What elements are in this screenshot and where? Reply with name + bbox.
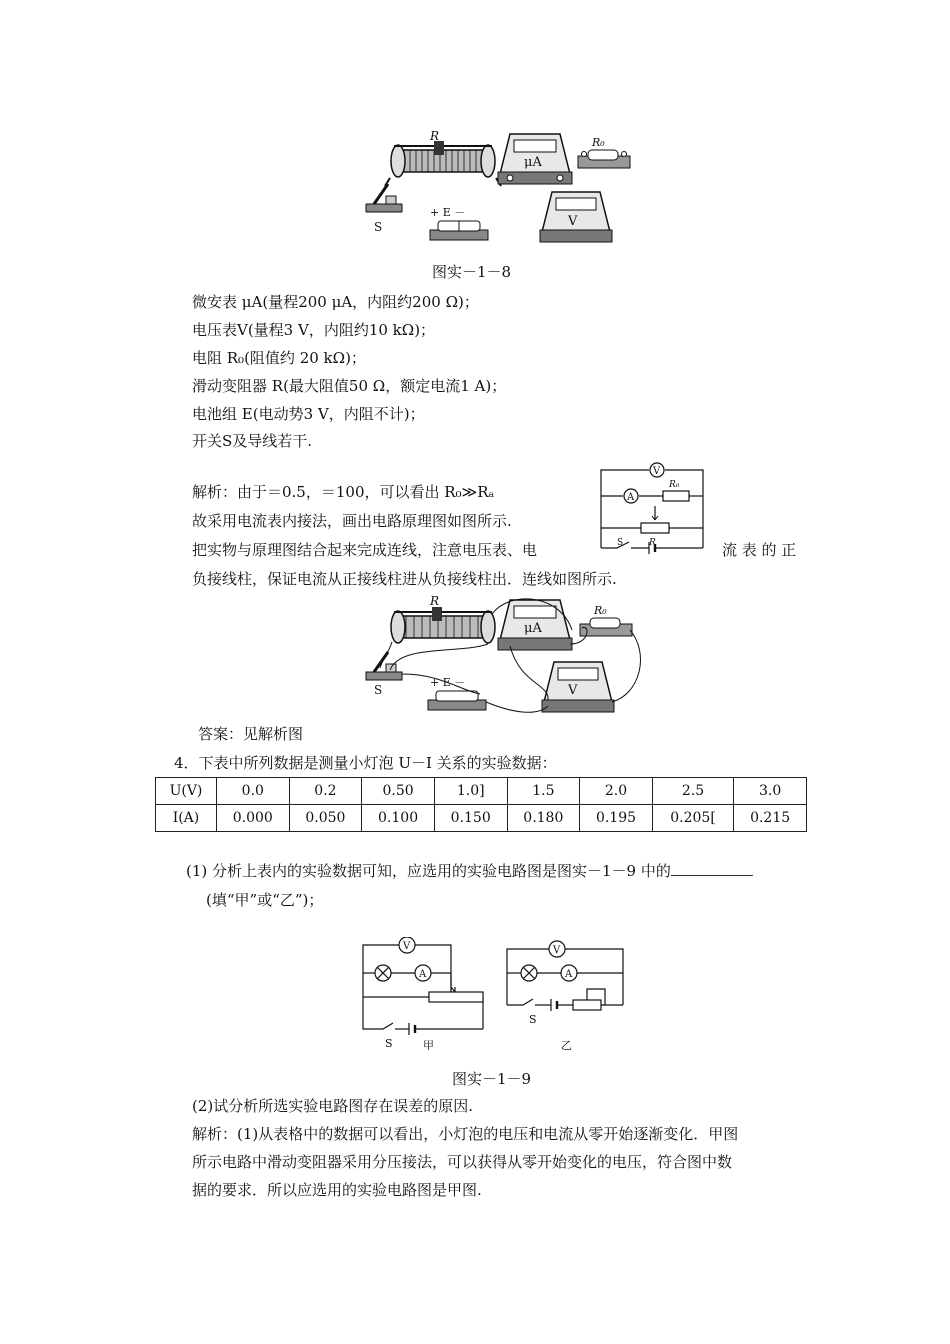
table-cell: 1.5 bbox=[507, 778, 580, 805]
figure-caption-1-9: 图实－1－9 bbox=[452, 1070, 532, 1088]
question-4-stem: 4．下表中所列数据是测量小灯泡 U－I 关系的实验数据： bbox=[174, 754, 557, 772]
wired-label-E: + E － bbox=[430, 676, 466, 689]
circuit-schematic bbox=[593, 462, 711, 558]
table-cell: 0.100 bbox=[362, 805, 435, 832]
answer-text: 答案：见解析图 bbox=[198, 725, 304, 743]
figure-caption-1-8: 图实－1－8 bbox=[432, 263, 512, 281]
rheostat-illustration bbox=[385, 141, 501, 186]
resistor-R0-illustration-wired bbox=[580, 618, 632, 636]
jia-label-V: V bbox=[403, 941, 411, 952]
circuit-jia bbox=[363, 937, 483, 1052]
label-microammeter: μA bbox=[524, 155, 542, 170]
analysis-line-3b: 流 表 的 正 bbox=[722, 541, 797, 559]
wired-label-microammeter: μA bbox=[524, 621, 542, 636]
resistor-R0-illustration bbox=[578, 150, 630, 168]
wired-label-R0: R₀ bbox=[594, 604, 607, 617]
table-cell: 0.205[ bbox=[652, 805, 733, 832]
table-cell: 0.000 bbox=[216, 805, 289, 832]
part-1-line-2: (填“甲”或“乙”)； bbox=[206, 891, 324, 909]
equipment-switch: 开关S及导线若干. bbox=[192, 432, 313, 450]
equipment-resistor: 电阻 R₀(阻值约 20 kΩ)； bbox=[192, 349, 366, 367]
table-cell: 0.180 bbox=[507, 805, 580, 832]
analysis-line-3a: 把实物与原理图结合起来完成连线，注意电压表、电 bbox=[192, 541, 538, 559]
label-R: R bbox=[430, 129, 440, 143]
jia-label-A: A bbox=[419, 969, 427, 980]
apparatus-figure-top bbox=[360, 128, 640, 246]
table-cell: 0.50 bbox=[362, 778, 435, 805]
part-1-text: (1) 分析上表内的实验数据可知，应选用的实验电路图是图实－1－9 中的 bbox=[186, 862, 671, 880]
data-table bbox=[155, 777, 807, 832]
label-E: + E － bbox=[430, 206, 466, 219]
table-cell: 0.0 bbox=[216, 778, 289, 805]
voltmeter-illustration-wired bbox=[542, 662, 614, 712]
part-2-text: (2)试分析所选实验电路图存在误差的原因. bbox=[192, 1097, 474, 1115]
jia-label-name: 甲 bbox=[423, 1039, 434, 1052]
table-cell: 1.0] bbox=[434, 778, 507, 805]
jia-label-S: S bbox=[385, 1037, 393, 1050]
switch-illustration bbox=[366, 184, 402, 212]
schematic-label-R: R bbox=[649, 538, 656, 548]
table-cell: 3.0 bbox=[734, 778, 807, 805]
equipment-battery: 电池组 E(电动势3 V，内阻不计)； bbox=[192, 405, 425, 423]
equipment-microammeter: 微安表 μA(量程200 μA，内阻约200 Ω)； bbox=[192, 293, 479, 311]
table-row-current bbox=[156, 805, 807, 832]
table-cell: 0.215 bbox=[734, 805, 807, 832]
yi-label-S: S bbox=[529, 1013, 537, 1026]
solution-line-3: 据的要求．所以应选用的实验电路图是甲图. bbox=[192, 1181, 482, 1199]
table-cell: U(V) bbox=[156, 778, 217, 805]
wired-label-V: V bbox=[568, 683, 578, 698]
equipment-voltmeter: 电压表V(量程3 V，内阻约10 kΩ)； bbox=[192, 321, 436, 339]
wired-apparatus-figure bbox=[360, 594, 645, 716]
analysis-line-1: 解析：由于＝0.5，＝100，可以看出 R₀≫Rₐ bbox=[192, 483, 495, 501]
label-V: V bbox=[568, 214, 578, 229]
schematic-label-S: S bbox=[617, 538, 624, 548]
solution-line-2: 所示电路中滑动变阻器采用分压接法，可以获得从零开始变化的电压，符合图中数 bbox=[192, 1153, 733, 1171]
wired-label-S: S bbox=[374, 683, 383, 697]
circuit-figure-1-9 bbox=[355, 937, 645, 1053]
table-row-voltage bbox=[156, 778, 807, 805]
table-cell: 0.195 bbox=[580, 805, 653, 832]
equipment-rheostat: 滑动变阻器 R(最大阻值50 Ω，额定电流1 A)； bbox=[192, 377, 507, 395]
yi-label-name: 乙 bbox=[561, 1039, 572, 1052]
answer-blank[interactable] bbox=[671, 861, 753, 876]
schematic-label-A: A bbox=[627, 492, 635, 503]
part-1-line-1 bbox=[186, 861, 753, 881]
schematic-label-R0: R₀ bbox=[669, 480, 680, 490]
yi-label-V: V bbox=[553, 945, 561, 956]
circuit-yi bbox=[507, 941, 623, 1052]
table-cell: 0.050 bbox=[289, 805, 362, 832]
table-cell: 0.150 bbox=[434, 805, 507, 832]
analysis-line-2: 故采用电流表内接法，画出电路原理图如图所示. bbox=[192, 512, 512, 530]
analysis-line-4: 负接线柱，保证电流从正接线柱进从负接线柱出．连线如图所示. bbox=[192, 570, 617, 588]
battery-illustration bbox=[430, 221, 488, 240]
rheostat-symbol bbox=[429, 992, 483, 1002]
label-S: S bbox=[374, 220, 383, 234]
table-cell: 2.5 bbox=[652, 778, 733, 805]
solution-line-1: 解析：(1)从表格中的数据可以看出，小灯泡的电压和电流从零开始逐渐变化．甲图 bbox=[192, 1125, 739, 1143]
rheostat-illustration-wired bbox=[391, 607, 495, 643]
label-R0: R₀ bbox=[592, 136, 605, 149]
resistor-R0-symbol bbox=[663, 491, 689, 501]
schematic-label-V: V bbox=[653, 466, 661, 477]
wired-label-R: R bbox=[430, 594, 440, 608]
table-cell: 2.0 bbox=[580, 778, 653, 805]
switch-illustration-wired bbox=[366, 652, 402, 680]
table-cell: 0.2 bbox=[289, 778, 362, 805]
yi-label-A: A bbox=[565, 969, 573, 980]
rheostat-symbol bbox=[641, 523, 669, 533]
table-cell: I(A) bbox=[156, 805, 217, 832]
